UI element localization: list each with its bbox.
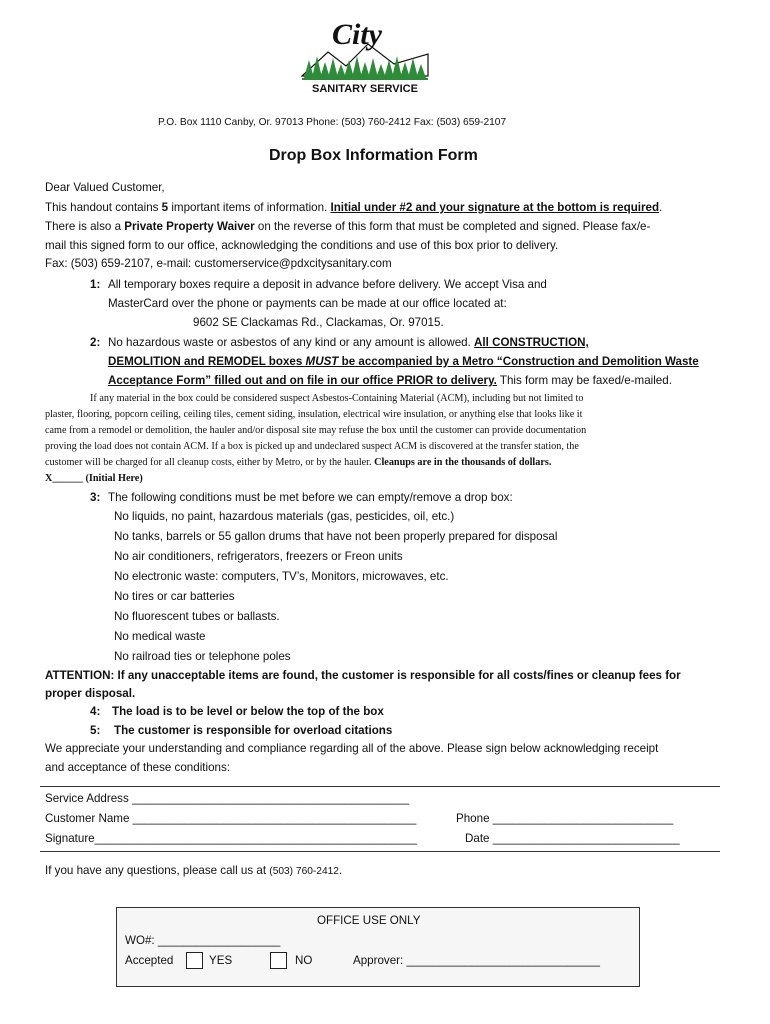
item-3-heading: The following conditions must be met before we can empty/remove a drop box: (108, 491, 513, 504)
intro-contact: Fax: (503) 659-2107, e-mail: customerservice@pdxcitysanitary.com (45, 257, 392, 270)
intro-line-2 (45, 220, 650, 233)
intro-line-1 (45, 201, 662, 214)
item-5-text: The customer is responsible for overload citations (114, 724, 393, 737)
questions-text: . (338, 864, 343, 877)
item-5-number: 5: (90, 724, 101, 737)
item-2-emphasis: Acceptance Form” filled out and on file in our office PRIOR to delivery. (108, 374, 497, 387)
closing-line-1: We appreciate your understanding and compliance regarding all of the above. Please sign below acknowledging receipt (45, 742, 659, 755)
item-2-must: MUST (305, 355, 339, 368)
item-2-emphasis: be accompanied by a Metro “Construction and Demolition Waste (338, 355, 699, 368)
logo-subtitle-text: SANITARY SERVICE (312, 83, 418, 95)
acm-paragraph-line (45, 457, 551, 468)
questions-phone: (503) 760-2412 (269, 866, 339, 877)
wo-number-field[interactable]: WO#: ___________________ (125, 934, 281, 947)
item-2-text: This form may be faxed/e-mailed. (496, 374, 672, 387)
address-line: P.O. Box 1110 Canby, Or. 97013 Phone: (503) 760-2412 Fax: (503) 659-2107 (158, 117, 507, 128)
date-field[interactable]: Date _____________________________ (465, 832, 680, 845)
city-sanitary-logo (298, 14, 432, 96)
condition-item: No railroad ties or telephone poles (114, 650, 291, 663)
approver-field[interactable]: Approver: ______________________________ (353, 954, 600, 967)
acm-text: customer will be charged for all cleanup costs, either by Metro, or by the hauler. (45, 457, 375, 468)
phone-field[interactable]: Phone ____________________________ (456, 812, 674, 825)
intro-text: There is also a (45, 220, 125, 233)
questions-text: If you have any questions, please call us at (45, 864, 270, 877)
acm-paragraph-line: proving the load does not contain ACM. If a box is picked up and undeclared suspect ACM is discovered at the transfer station, the (45, 441, 579, 452)
logo-brand-text: City (332, 18, 382, 51)
private-property-waiver: Private Property Waiver (124, 220, 255, 233)
condition-item: No fluorescent tubes or ballasts. (114, 610, 280, 623)
item-2-emphasis: All CONSTRUCTION, (474, 336, 589, 349)
item-2-line-2 (108, 355, 699, 368)
page-title: Drop Box Information Form (269, 147, 478, 164)
item-2-line-3 (108, 374, 672, 387)
item-2-line-1 (108, 336, 589, 349)
item-2-text: No hazardous waste or asbestos of any kind or any amount is allowed. (108, 336, 475, 349)
acm-cleanup-cost: Cleanups are in the thousands of dollars. (374, 457, 552, 468)
item-2-emphasis: DEMOLITION and REMODEL boxes (108, 355, 306, 368)
trees-icon (304, 56, 426, 78)
intro-count: 5 (161, 201, 169, 214)
closing-line-2: and acceptance of these conditions: (45, 761, 230, 774)
acm-paragraph-line: If any material in the box could be considered suspect Asbestos-Containing Material (ACM), including but not limited to (90, 393, 584, 404)
accepted-no-checkbox[interactable] (270, 952, 287, 969)
questions-line (45, 864, 342, 877)
office-address: 9602 SE Clackamas Rd., Clackamas, Or. 97015. (193, 316, 444, 329)
attention-line-2: proper disposal. (45, 687, 136, 700)
customer-name-field[interactable]: Customer Name ____________________________________________ (45, 812, 417, 825)
intro-text: on the reverse of this form that must be completed and signed. Please fax/e- (254, 220, 651, 233)
condition-item: No medical waste (114, 630, 206, 643)
intro-requirement: Initial under #2 and your signature at the bottom is required (330, 201, 660, 214)
service-address-field[interactable]: Service Address ___________________________________________ (45, 792, 410, 805)
attention-line-1: ATTENTION: If any unacceptable items are found, the customer is responsible for all costs/fines or cleanup fees for (45, 669, 681, 682)
acm-paragraph-line: came from a remodel or demolition, the hauler and/or disposal site may refuse the box until the customer can provide documentation (45, 425, 587, 436)
no-label: NO (295, 954, 313, 967)
greeting: Dear Valued Customer, (45, 181, 165, 194)
acm-paragraph-line: plaster, flooring, popcorn ceiling, ceiling tiles, cement siding, insulation, electrical wire insulation, or anything else that looks like it (45, 409, 583, 420)
condition-item: No tanks, barrels or 55 gallon drums that have not been properly prepared for disposal (114, 530, 558, 543)
item-4-text: The load is to be level or below the top of the box (112, 705, 384, 718)
condition-item: No liquids, no paint, hazardous materials (gas, pesticides, oil, etc.) (114, 510, 455, 523)
accepted-label: Accepted (125, 954, 174, 967)
item-2-number: 2: (90, 336, 101, 349)
office-use-heading: OFFICE USE ONLY (317, 914, 421, 927)
condition-item: No air conditioners, refrigerators, freezers or Freon units (114, 550, 403, 563)
signature-field[interactable]: Signature__________________________________________________ (45, 832, 418, 845)
signature-divider (40, 786, 720, 787)
office-use-box (116, 907, 640, 987)
condition-item: No electronic waste: computers, TV’s, Monitors, microwaves, etc. (114, 570, 449, 583)
item-4-number: 4: (90, 705, 101, 718)
item-1-line-1: All temporary boxes require a deposit in advance before delivery. We accept Visa and (108, 278, 547, 291)
intro-text: . (659, 201, 663, 214)
intro-text: important items of information. (168, 201, 331, 214)
initial-here-field[interactable]: X______ (Initial Here) (45, 473, 143, 484)
condition-item: No tires or car batteries (114, 590, 235, 603)
signature-divider (40, 851, 720, 852)
item-1-line-2: MasterCard over the phone or payments can be made at our office located at: (108, 297, 507, 310)
intro-line-3: mail this signed form to our office, acknowledging the conditions and use of this box prior to delivery. (45, 239, 559, 252)
intro-text: This handout contains (45, 201, 162, 214)
item-3-number: 3: (90, 491, 101, 504)
item-1-number: 1: (90, 278, 101, 291)
yes-label: YES (209, 954, 233, 967)
accepted-yes-checkbox[interactable] (186, 952, 203, 969)
